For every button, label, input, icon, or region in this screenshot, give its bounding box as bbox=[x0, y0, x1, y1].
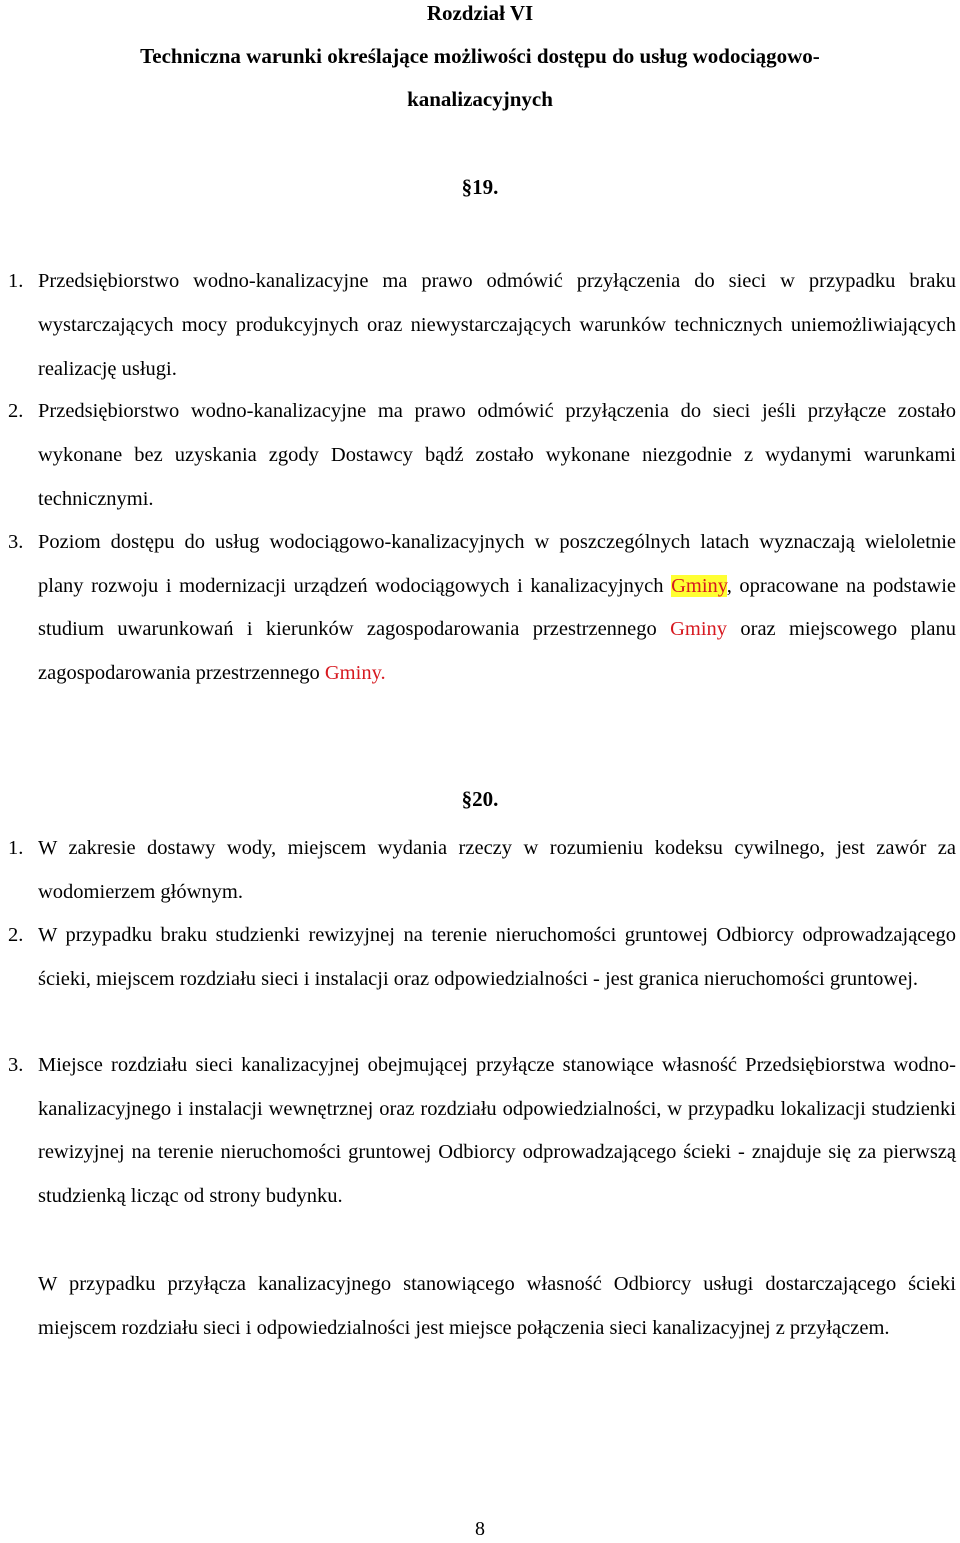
item-number: 2. bbox=[8, 924, 24, 946]
sec20-item-1 bbox=[8, 826, 956, 914]
gminy-link[interactable]: Gminy. bbox=[324, 661, 386, 684]
sec20-item-3 bbox=[8, 1044, 956, 1218]
sec20-item-2 bbox=[8, 913, 956, 1001]
section-19-number: 19. bbox=[472, 175, 499, 199]
item-number: 3. bbox=[8, 1054, 24, 1076]
item-number: 1. bbox=[8, 270, 24, 292]
item-text: Przedsiębiorstwo wodno-kanalizacyjne ma prawo odmówić przyłączenia do sieci w przypadku braku wystarczających mocy produkcyjnych oraz niewystarczających warunków technicznych uniemożliwiających realizację usługi. bbox=[38, 270, 956, 380]
sec19-item-3 bbox=[8, 521, 956, 695]
text-run: Poziom dostępu do usług wodociągowo-kanalizacyjnych w poszczególnych latach wyznaczają wieloletnie plany rozwoju i modernizacji urządzeń wodociągowych i kanalizacyjnych bbox=[38, 531, 956, 597]
item-text: Miejsce rozdziału sieci kanalizacyjnej obejmującej przyłącze stanowiące własność Przedsiębiorstwa wodno-kanalizacyjnego i instalacji wewnętrznej oraz rozdziału odpowiedzialności, w przypadku lokalizacji studzienki rewizyjnej na terenie nieruchomości gruntowej Odbiorcy odprowadzającego ścieki - znajduje się za pierwszą studzienką licząc od strony budynku. bbox=[38, 1054, 956, 1207]
gminy-link[interactable]: Gminy bbox=[670, 618, 728, 640]
item-text: W przypadku braku studzienki rewizyjnej na terenie nieruchomości gruntowej Odbiorcy odprowadzającego ścieki, miejscem rozdziału sieci i instalacji oraz odpowiedzialności - jest granica nieruchomości gruntowej. bbox=[38, 924, 956, 990]
section-20-heading: §20. bbox=[461, 787, 499, 811]
chapter-title: Rozdział VI bbox=[426, 1, 534, 25]
sec19-item-1 bbox=[8, 259, 956, 391]
chapter-subtitle-line2: kanalizacyjnych bbox=[407, 87, 553, 111]
sec19-item-2 bbox=[8, 389, 956, 521]
item-text: W zakresie dostawy wody, miejscem wydania rzeczy w rozumieniu kodeksu cywilnego, jest zawór za wodomierzem głównym. bbox=[38, 837, 956, 903]
section-20-number: 20. bbox=[472, 787, 499, 811]
page-number: 8 bbox=[475, 1518, 485, 1540]
item-text bbox=[38, 521, 956, 695]
chapter-subtitle-line1: Techniczna warunki określające możliwości dostępu do usług wodociągowo- bbox=[140, 44, 820, 68]
text-run: , opracowane na podstawie studium uwarunkowań i kierunków zagospodarowania przestrzennego bbox=[38, 574, 956, 640]
item-text: Przedsiębiorstwo wodno-kanalizacyjne ma prawo odmówić przyłączenia do sieci jeśli przyłącze zostało wykonane bez uzyskania zgody Dostawcy bądź zostało wykonane niezgodnie z wydanymi warunkami technicznymi. bbox=[38, 400, 956, 510]
item-number: 2. bbox=[8, 400, 24, 422]
gminy-link-highlighted[interactable]: Gminy bbox=[671, 574, 727, 597]
sec20-extra-paragraph: W przypadku przyłącza kanalizacyjnego stanowiącego własność Odbiorcy usługi dostarczającego ścieki miejscem rozdziału sieci i odpowiedzialności jest miejsce połączenia sieci kanalizacyjnej z przyłączem. bbox=[38, 1273, 956, 1339]
item-number: 1. bbox=[8, 837, 24, 859]
text-run: oraz miejscowego planu zagospodarowania przestrzennego bbox=[38, 618, 957, 684]
section-19-heading: §19. bbox=[461, 175, 499, 199]
item-number: 3. bbox=[8, 531, 24, 553]
